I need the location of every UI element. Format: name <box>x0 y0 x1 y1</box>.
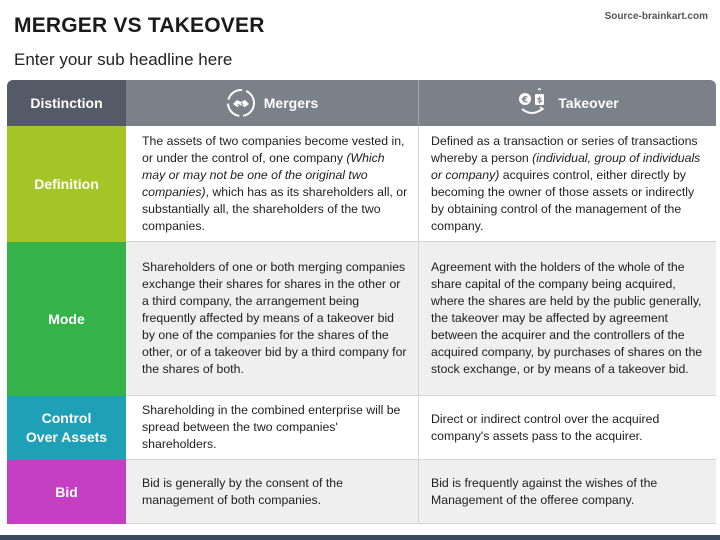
column-header-takeover-label: Takeover <box>558 95 619 111</box>
takeover-cell-mode <box>418 242 716 396</box>
column-header-distinction-label: Distinction <box>30 95 103 111</box>
text-segment: Defined as a transaction or series of transactions whereby a person <box>431 133 698 165</box>
category-label: Bid <box>55 483 78 500</box>
mergers-cell-bid <box>126 460 418 524</box>
table-row-mode <box>7 242 716 396</box>
table-row-control-over-assets <box>7 396 716 460</box>
category-label-line: Over Assets <box>25 429 108 445</box>
takeover-text: Bid is frequently against the wishes of the Management of the offeree company. <box>431 475 658 507</box>
column-header-takeover <box>418 80 716 126</box>
category-label: Mode <box>48 310 85 327</box>
page-subtitle: Enter your sub headline here <box>14 50 233 69</box>
text-segment: acquires control, either directly by becoming the owner of those assets or indirectly by obtaining control of the management of the company. <box>431 167 695 233</box>
column-header-distinction <box>7 80 126 126</box>
mergers-text: Shareholding in the combined enterprise will be spread between the two companies' shareholders. <box>142 403 401 451</box>
category-label-line: Control <box>41 410 92 426</box>
column-header-mergers-label: Mergers <box>263 95 319 111</box>
mergers-cell-mode <box>126 242 418 396</box>
category-bid <box>7 460 126 524</box>
mergers-text: Bid is generally by the consent of the management of both companies. <box>142 475 343 507</box>
category-label: Definition <box>34 175 99 192</box>
footer-bar <box>0 535 720 540</box>
table-row-definition <box>7 126 716 242</box>
mergers-text <box>142 133 410 235</box>
svg-text:$: $ <box>536 95 543 105</box>
category-control-over-assets <box>7 396 126 460</box>
handshake-icon <box>226 88 256 118</box>
source-credit: Source-brainkart.com <box>604 11 708 22</box>
takeover-cell-bid <box>418 460 716 524</box>
text-segment: , which has as its shareholders all, or substantially all, the shareholders of the two companies. <box>142 184 408 233</box>
takeover-cell-definition <box>418 126 716 242</box>
takeover-text <box>431 133 708 235</box>
mergers-cell-control <box>126 396 418 460</box>
mergers-text: Shareholders of one or both merging companies exchange their shares for shares in the other or a third company, the arrangement being frequently affected by means of a takeover bid by one of the companies for the shares of the other, or of a takeover bid by a third company for the shares of both. <box>142 260 407 376</box>
text-segment: The assets of two companies become vested in, or under the control of, one company <box>142 133 405 165</box>
category-mode <box>7 242 126 396</box>
category-definition <box>7 126 126 242</box>
takeover-text: Direct or indirect control over the acquired company's assets pass to the acquirer. <box>431 411 660 443</box>
column-header-mergers <box>126 80 418 126</box>
category-label <box>26 409 107 447</box>
svg-text:€: € <box>522 95 529 106</box>
mergers-cell-definition <box>126 126 418 242</box>
italic-text-segment: (Which may or may not be one of the original two companies) <box>142 150 385 199</box>
takeover-text: Agreement with the holders of the whole of the share capital of the company being acquired, where the shares are held by the public generally, the takeover may be affected by agreement between the acquirer and the controllers of the acquired company, by purchases of shares on the stock exchange, or by means of a takeover bid. <box>431 260 703 376</box>
comparison-table <box>7 80 716 524</box>
italic-text-segment: (individual, group of individuals or company) <box>431 150 701 182</box>
exchange-money-icon <box>516 88 550 118</box>
table-row-bid <box>7 460 716 524</box>
page-title: MERGER VS TAKEOVER <box>14 14 265 37</box>
takeover-cell-control <box>418 396 716 460</box>
